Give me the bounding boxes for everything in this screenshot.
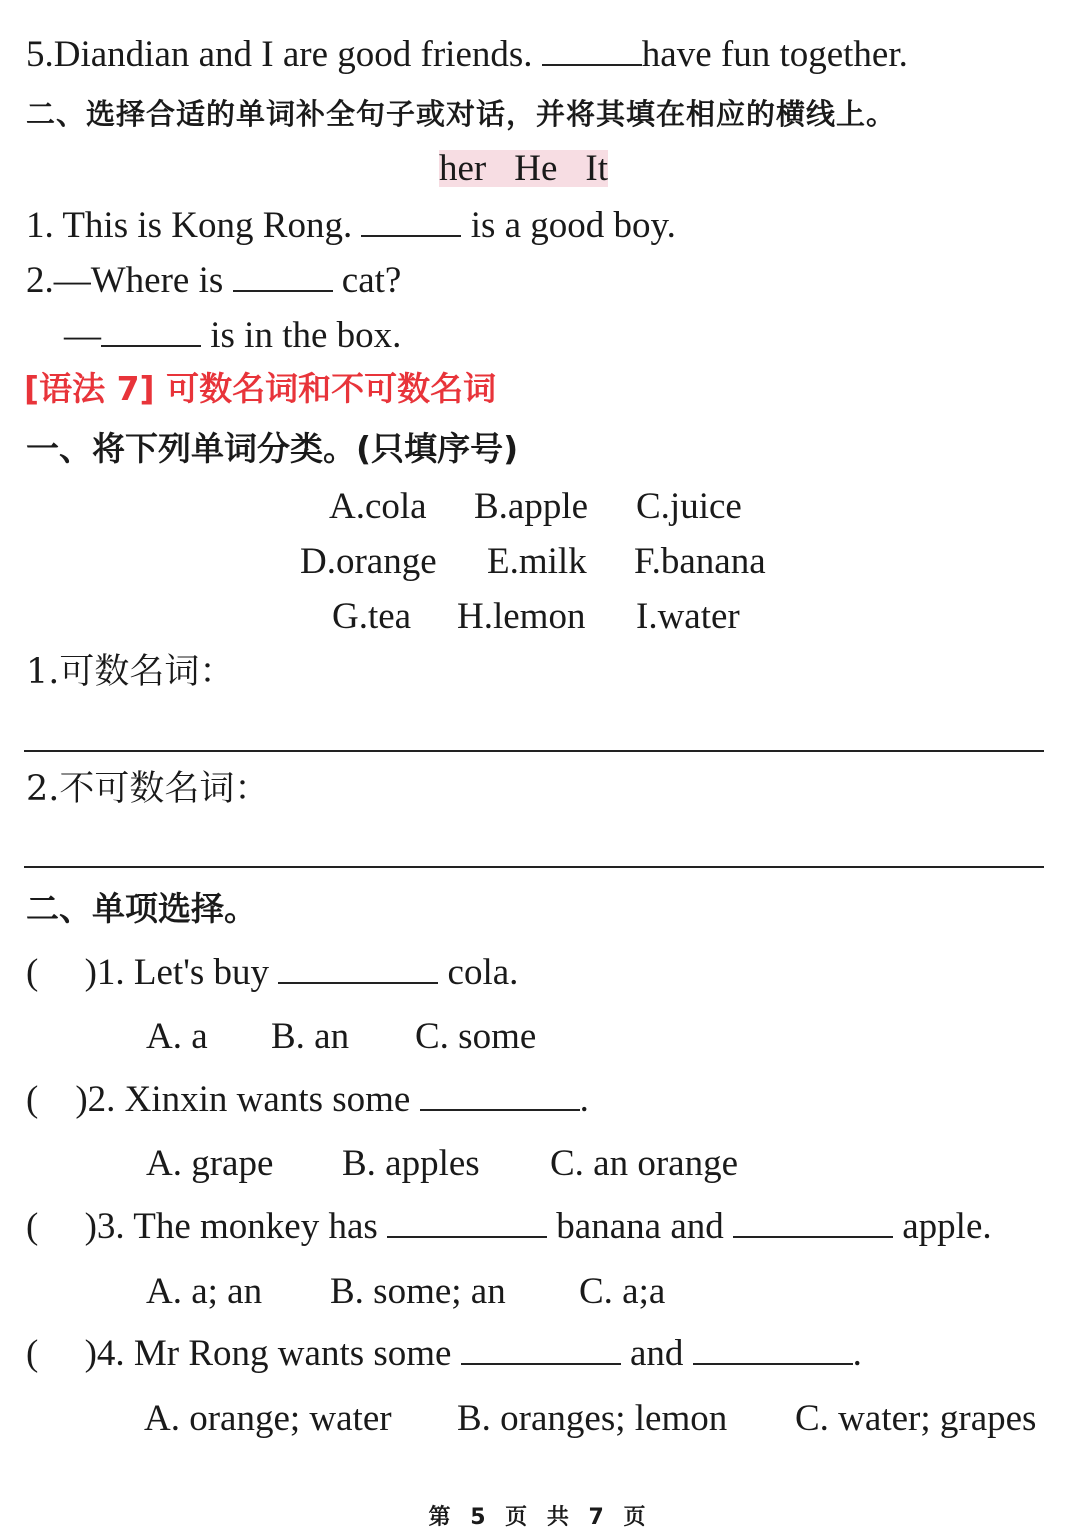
fill-2-post: cat? [332,260,402,301]
uncountable-answer-line[interactable] [24,866,1044,868]
q3-option-c[interactable]: C. a;a [579,1271,666,1312]
q1-option-b[interactable]: B. an [271,1016,350,1057]
fill-sentence-3 [64,315,401,354]
word-e: E.milk [487,541,587,582]
fill-sentence-2 [26,260,401,299]
q2-option-a[interactable]: A. grape [146,1143,274,1184]
q3-option-a[interactable]: A. a; an [146,1271,263,1312]
q1-option-a[interactable]: A. a [146,1016,208,1057]
word-g: G.tea [332,596,412,637]
fill-2-pre: 2.—Where is [26,260,233,301]
answer-blank[interactable] [278,952,438,984]
question-3 [26,1206,992,1245]
question-text: and [629,1333,693,1374]
fill-3-pre: — [64,315,101,356]
section-2-title: 二、选择合适的单词补全句子或对话，并将其填在相应的横线上。 [26,97,897,131]
q1-option-c[interactable]: C. some [415,1016,537,1057]
answer-paren[interactable]: ( ) [26,1079,88,1120]
answer-blank[interactable] [420,1079,580,1111]
question-1 [26,952,518,991]
choice-title: 二、单项选择。 [26,889,257,928]
question-text: banana and [556,1206,733,1247]
answer-paren[interactable]: ( ) [26,952,97,993]
question-number: 1. [96,952,125,993]
q4-option-a[interactable]: A. orange; water [144,1398,392,1439]
question-4 [26,1333,862,1372]
answer-blank[interactable] [461,1333,621,1365]
word-bank-item: It [585,148,609,189]
word-b: B.apple [474,486,589,527]
question-text: cola. [447,952,519,993]
q3-option-b[interactable]: B. some; an [330,1271,506,1312]
question-text: The monkey has [133,1206,388,1247]
question-number: 3. [96,1206,125,1247]
question-number: 4. [96,1333,125,1374]
word-a: A.cola [329,486,427,527]
countable-label: 1.可数名词： [26,652,235,692]
answer-blank[interactable] [693,1333,853,1365]
grammar-heading: [语法 7] 可数名词和不可数名词 [24,369,497,408]
word-c: C.juice [636,486,742,527]
answer-paren[interactable]: ( ) [26,1206,97,1247]
answer-blank[interactable] [233,260,333,292]
countable-answer-line[interactable] [24,750,1044,752]
q2-option-c[interactable]: C. an orange [550,1143,739,1184]
word-f: F.banana [634,541,766,582]
q2-option-b[interactable]: B. apples [342,1143,480,1184]
question-number: 2. [87,1079,116,1120]
q4-option-c[interactable]: C. water; grapes [795,1398,1037,1439]
word-d: D.orange [300,541,437,582]
fill-sentence-1 [26,205,676,244]
uncountable-label: 2.不可数名词： [26,769,270,809]
sentence-5-pre: 5.Diandian and I are good friends. [26,34,542,75]
answer-blank[interactable] [361,205,461,237]
answer-blank[interactable] [733,1206,893,1238]
answer-blank[interactable] [542,34,642,66]
sentence-5-post: have fun together. [641,34,908,75]
answer-paren[interactable]: ( ) [26,1333,97,1374]
word-h: H.lemon [457,596,586,637]
question-text: Let's buy [133,952,279,993]
classify-title: 一、将下列单词分类。(只填序号) [26,429,519,468]
question-text: . [579,1079,589,1120]
question-text: apple. [902,1206,992,1247]
word-bank [439,150,608,187]
answer-blank[interactable] [101,315,201,347]
q4-option-b[interactable]: B. oranges; lemon [457,1398,728,1439]
question-text: Mr Rong wants some [133,1333,461,1374]
word-bank-item: He [514,148,558,189]
word-i: I.water [636,596,740,637]
answer-blank[interactable] [387,1206,547,1238]
fill-3-post: is in the box. [201,315,402,356]
word-bank-item: her [439,148,487,189]
sentence-5 [26,34,908,73]
fill-1-post: is a good boy. [461,205,676,246]
fill-1-pre: 1. This is Kong Rong. [26,205,362,246]
page-footer: 第 5 页 共 7 页 [428,1505,652,1530]
question-text: Xinxin wants some [124,1079,420,1120]
question-2 [26,1079,589,1118]
question-text: . [852,1333,862,1374]
